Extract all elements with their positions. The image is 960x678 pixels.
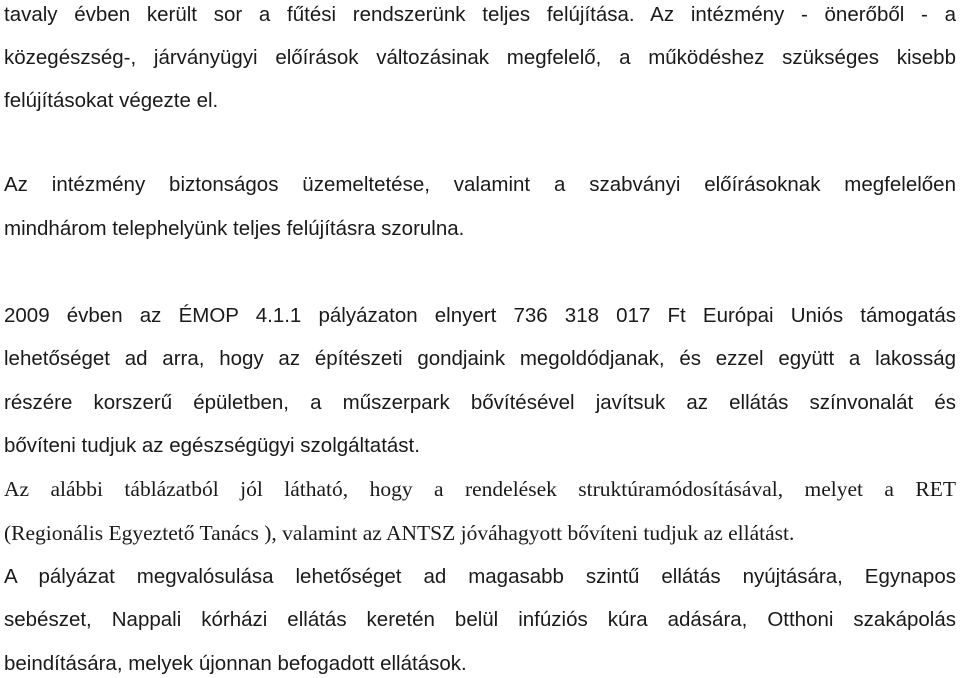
paragraph-1-line-1: tavaly évben került sor a fűtési rendszerünk teljes felújítása. Az intézmény - önerőből - a [4, 3, 956, 26]
paragraph-4-line-1: Az alábbi táblázatból jól látható, hogy a rendelések struktúramódosításával, melyet a RET [4, 477, 956, 501]
paragraph-5-line-2: sebészet, Nappali kórházi ellátás keretén belül infúziós kúra adására, Otthoni szakápolás [4, 608, 956, 631]
paragraph-2-line-2: mindhárom telephelyünk teljes felújításra szorulna. [4, 217, 465, 240]
paragraph-3-line-4: bővíteni tudjuk az egészségügyi szolgáltatást. [4, 434, 420, 457]
paragraph-3-line-2: lehetőséget ad arra, hogy az építészeti gondjaink megoldódjanak, és ezzel együtt a lakosság [4, 347, 956, 370]
paragraph-5-line-3: beindítására, melyek újonnan befogadott ellátások. [4, 652, 467, 675]
paragraph-3-line-1: 2009 évben az ÉMOP 4.1.1 pályázaton elnyert 736 318 017 Ft Európai Uniós támogatás [4, 304, 956, 327]
paragraph-4-line-2: (Regionális Egyeztető Tanács ), valamint az ANTSZ jóváhagyott bővíteni tudjuk az ellátást. [4, 521, 795, 545]
paragraph-1-line-2: közegészség-, járványügyi előírások változásinak megfelelő, a működéshez szükséges kisebb [4, 46, 956, 69]
paragraph-5-line-1: A pályázat megvalósulása lehetőséget ad magasabb szintű ellátás nyújtására, Egynapos [4, 565, 956, 588]
paragraph-3-line-3: részére korszerű épületben, a műszerpark bővítésével javítsuk az ellátás színvonalát és [4, 391, 956, 414]
paragraph-1-line-3: felújításokat végezte el. [4, 89, 219, 112]
paragraph-2-line-1: Az intézmény biztonságos üzemeltetése, valamint a szabványi előírásoknak megfelelően [4, 173, 956, 196]
